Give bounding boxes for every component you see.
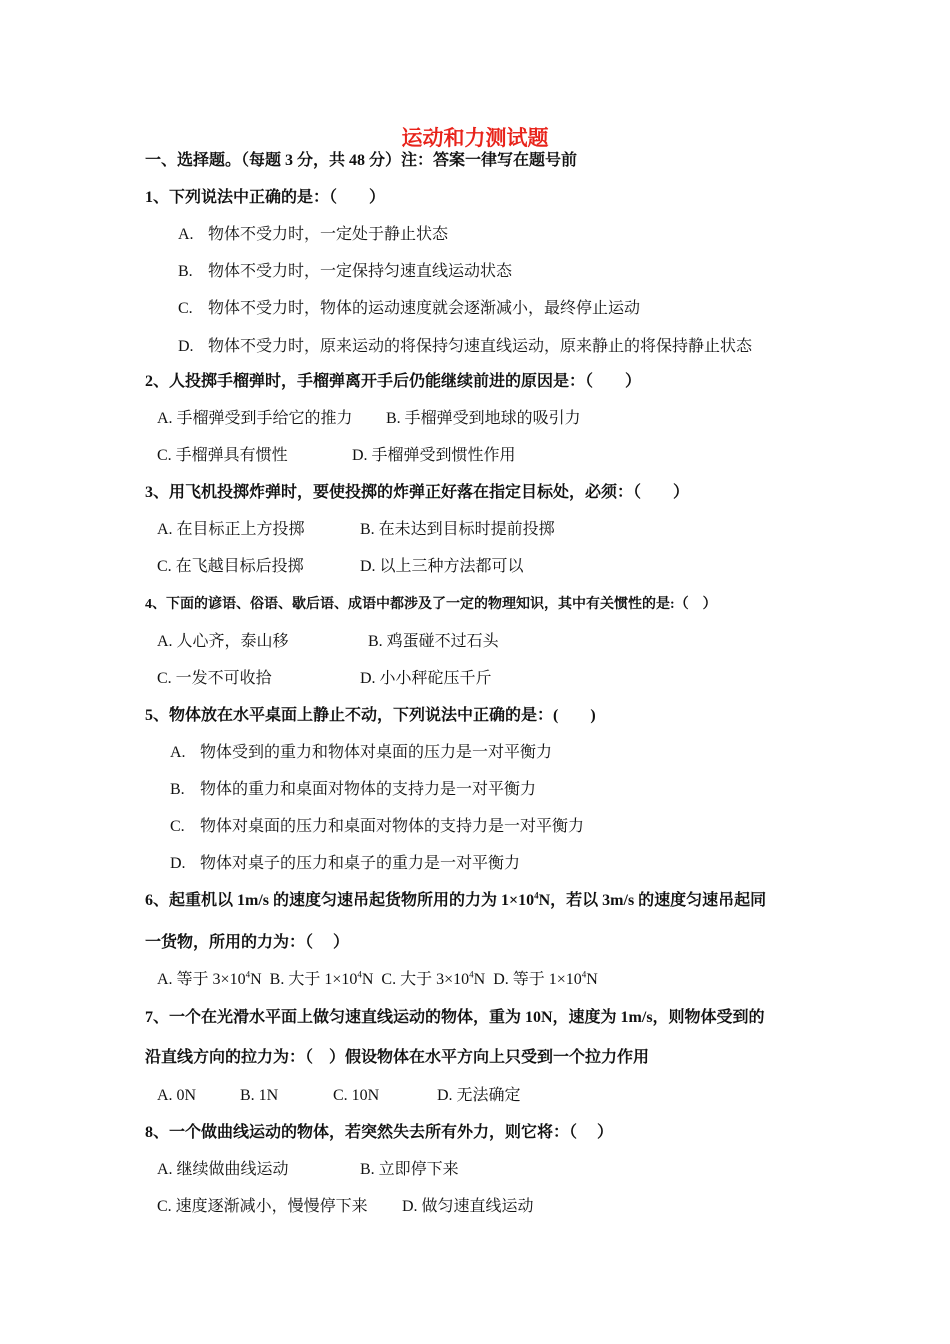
section-heading: 一、选择题。（每题 3 分，共 48 分）注：答案一律写在题号前 <box>145 152 578 169</box>
question-2-option-a: A. 手榴弹受到手给它的推力 <box>157 410 353 427</box>
question-8-stem: 8、一个做曲线运动的物体，若突然失去所有外力，则它将：（ ） <box>145 1124 614 1141</box>
question-4-option-b: B. 鸡蛋碰不过石头 <box>368 633 499 650</box>
option-unit: N <box>586 971 598 988</box>
question-2-option-c: C. 手榴弹具有惯性 <box>157 447 288 464</box>
option-unit: N <box>361 971 374 988</box>
option-text: A. 等于 3×10 <box>157 971 246 988</box>
question-6-option-c <box>381 971 485 988</box>
option-text: 物体不受力时，一定保持匀速直线运动状态 <box>208 263 513 280</box>
question-5-option-b <box>170 780 536 800</box>
question-3-option-c: C. 在飞越目标后投掷 <box>157 558 304 575</box>
exponent: 4 <box>469 969 474 980</box>
question-7-option-b: B. 1N <box>240 1087 279 1104</box>
question-5-option-c <box>170 817 584 837</box>
question-7-option-c: C. 10N <box>333 1087 380 1104</box>
option-text: C. 大于 3×10 <box>381 971 470 988</box>
option-label: B. <box>178 263 193 280</box>
exponent: 4 <box>581 969 587 980</box>
option-text: 物体受到的重力和物体对桌面的压力是一对平衡力 <box>200 744 553 761</box>
exponent: 4 <box>357 969 362 980</box>
question-4-option-c: C. 一发不可收拾 <box>157 670 272 687</box>
option-label: C. <box>170 818 185 835</box>
question-1-stem: 1、下列说法中正确的是：（ ） <box>145 189 386 206</box>
page-title: 运动和力测试题 <box>401 126 549 150</box>
question-6-option-b <box>270 971 374 988</box>
question-7-option-a: A. 0N <box>157 1087 197 1104</box>
question-1-option-b <box>178 262 512 282</box>
option-text: 物体对桌面的压力和桌面对物体的支持力是一对平衡力 <box>200 818 585 835</box>
question-5-stem: 5、物体放在水平桌面上静止不动，下列说法中正确的是：( ) <box>145 707 596 724</box>
question-6-stem-line-2: 一货物，所用的力为：（ ） <box>145 934 350 951</box>
option-label: D. <box>178 338 194 355</box>
question-6-stem-line-1 <box>145 891 766 911</box>
question-2-option-b: B. 手榴弹受到地球的吸引力 <box>386 410 581 427</box>
question-2-option-d: D. 手榴弹受到惯性作用 <box>352 447 516 464</box>
option-unit: N <box>473 971 486 988</box>
option-label: A. <box>170 744 186 761</box>
option-text: 物体对桌子的压力和桌子的重力是一对平衡力 <box>200 855 521 872</box>
stem-text: N，若以 3m/s 的速度匀速吊起同 <box>538 892 767 909</box>
question-3-option-b: B. 在未达到目标时提前投掷 <box>360 521 555 538</box>
exponent: 4 <box>245 969 251 980</box>
question-7-option-d: D. 无法确定 <box>437 1087 521 1104</box>
question-1-option-a <box>178 225 448 245</box>
question-4-option-a: A. 人心齐，泰山移 <box>157 633 289 650</box>
question-2-stem: 2、人投掷手榴弹时，手榴弹离开手后仍能继续前进的原因是：（ ） <box>145 373 642 390</box>
question-1-option-c <box>178 299 640 319</box>
question-3-stem: 3、用飞机投掷炸弹时，要使投掷的炸弹正好落在指定目标处，必须：（ ） <box>145 484 690 501</box>
question-6-option-d <box>493 971 598 988</box>
question-8-option-a: A. 继续做曲线运动 <box>157 1161 289 1178</box>
option-text: B. 大于 1×10 <box>269 971 358 988</box>
question-6-options <box>157 970 598 990</box>
question-4-stem: 4、下面的谚语、俗语、歇后语、成语中都涉及了一定的物理知识，其中有关惯性的是:（ ） <box>145 597 717 612</box>
option-label: A. <box>178 226 194 243</box>
option-unit: N <box>250 971 262 988</box>
question-8-option-c: C. 速度逐渐减小，慢慢停下来 <box>157 1198 368 1215</box>
option-text: 物体不受力时，原来运动的将保持匀速直线运动，原来静止的将保持静止状态 <box>208 338 753 355</box>
question-8-option-b: B. 立即停下来 <box>360 1161 459 1178</box>
option-text: 物体不受力时，物体的运动速度就会逐渐减小，最终停止运动 <box>208 300 641 317</box>
exponent: 4 <box>534 890 539 901</box>
option-text: 物体的重力和桌面对物体的支持力是一对平衡力 <box>200 781 537 798</box>
option-text: D. 等于 1×10 <box>493 971 582 988</box>
question-3-option-d: D. 以上三种方法都可以 <box>360 558 524 575</box>
question-3-option-a: A. 在目标正上方投掷 <box>157 521 305 538</box>
question-7-stem-line-1: 7、一个在光滑水平面上做匀速直线运动的物体，重为 10N，速度为 1m/s，则物体受到的 <box>145 1009 765 1026</box>
option-label: C. <box>178 300 193 317</box>
option-text: 物体不受力时，一定处于静止状态 <box>208 226 449 243</box>
stem-text: 6、起重机以 1m/s 的速度匀速吊起货物所用的力为 1×10 <box>145 892 535 909</box>
question-4-option-d: D. 小小秤砣压千斤 <box>360 670 492 687</box>
option-label: B. <box>170 781 185 798</box>
option-label: D. <box>170 855 186 872</box>
question-6-option-a <box>157 971 262 988</box>
question-8-option-d: D. 做匀速直线运动 <box>402 1198 534 1215</box>
question-7-stem-line-2: 沿直线方向的拉力为：（ ）假设物体在水平方向上只受到一个拉力作用 <box>145 1049 650 1066</box>
question-1-option-d <box>178 337 752 357</box>
question-5-option-a <box>170 743 552 763</box>
question-5-option-d <box>170 854 520 874</box>
